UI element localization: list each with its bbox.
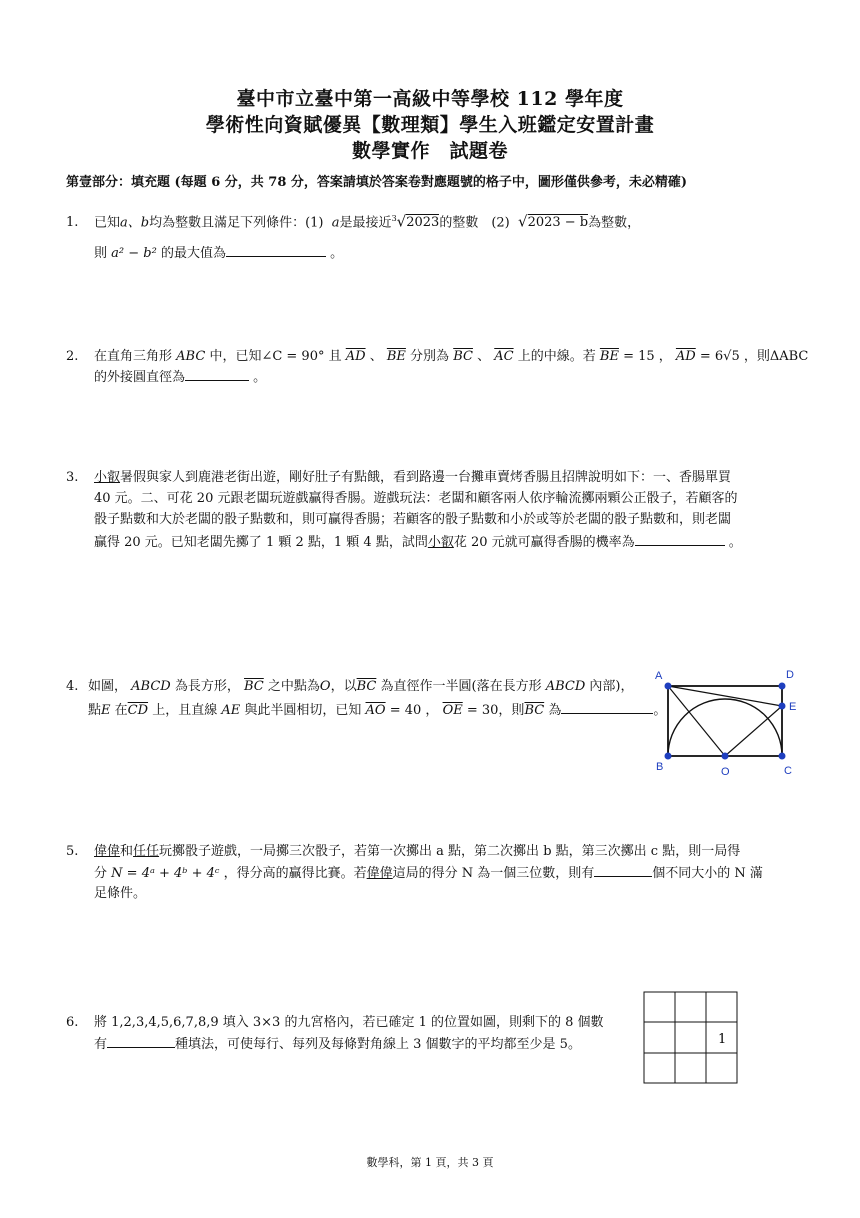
- question-5-line-3: 足條件。: [94, 886, 147, 901]
- line-ae: [668, 686, 782, 706]
- question-4: 4. 如圖， ABCD 為長方形， $\overline{BC}$ 之中點為O，以$\overline{BC}$ 為直徑作一半圓(落在長方形 ABCD 內部)，: [66, 677, 634, 697]
- question-2-line-2: 的外接圓直徑為 。: [94, 367, 266, 388]
- line-oe: [725, 706, 782, 756]
- page-footer: 數學科，第 1 頁，共 3 頁: [366, 1156, 494, 1169]
- title-line-2: 學術性向資賦優異【數理類】學生入班鑑定安置計畫: [205, 114, 655, 136]
- label-o: O: [721, 766, 730, 778]
- question-3-line-4: 贏得 20 元。已知老闆先擲了 1 顆 2 點，1 顆 4 點，試問小叡花 20 元就可贏得香腸的機率為 。: [94, 532, 742, 553]
- point-e: [779, 703, 786, 710]
- question-4-line-2: 點E 在$\overline{CD}$ 上，且直線 AE 與此半圓相切，已知 $\overline{AO} = 40$ ， $\overline{OE} = 30$，則$\overline{BC}$ 為 。: [88, 700, 666, 721]
- point-c: [779, 753, 786, 760]
- question-1-line-2: 則 a² − b² 的最大值為 。: [94, 243, 343, 264]
- title-line-3: 數學實作 試題卷: [351, 140, 508, 162]
- label-a: A: [655, 670, 663, 682]
- answer-blank[interactable]: [185, 367, 249, 381]
- question-6-line-2: 有 種填法，可使每行、每列及每條對角線上 3 個數字的平均都至少是 5。: [94, 1034, 581, 1055]
- question-3: 3. 小叡暑假與家人到鹿港老街出遊，剛好肚子有點餓，看到路邊一台攤車賣烤香腸且招牌說明如下：一、香腸單買: [66, 468, 731, 488]
- answer-blank[interactable]: [107, 1034, 175, 1048]
- answer-blank[interactable]: [226, 243, 326, 257]
- question-number: 1.: [66, 215, 79, 231]
- grid-cell-value: 1: [718, 1032, 727, 1047]
- answer-blank[interactable]: [635, 532, 725, 546]
- point-o: [722, 753, 729, 760]
- square-root-radicand: 2023 − b: [527, 215, 589, 231]
- question-5: 5. 偉偉和任任玩擲骰子遊戲，一局擲三次骰子，若第一次擲出 a 點，第二次擲出 b 點，第三次擲出 c 點，則一局得: [66, 842, 740, 862]
- question-2: 2. 在直角三角形 ABC 中，已知∠C = 90° 且 $\overline{AD}$ 、 $\overline{BE}$ 分別為 $\overline{BC}$ 、 $\overline{AC}$ 上的中線。若 $\overline{BE} = 15$ ， $\overline{AD} = 6√5$ ，則ΔABC: [66, 347, 808, 367]
- point-d: [779, 683, 786, 690]
- answer-blank[interactable]: [594, 863, 652, 877]
- question-6: 6. 將 1,2,3,4,5,6,7,8,9 填入 3×3 的九宮格內，若已確定 1 的位置如圖，則剩下的 8 個數: [66, 1013, 604, 1033]
- question-3-line-3: 骰子點數和大於老闆的骰子點數和，則可贏得香腸；若顧客的骰子點數和小於或等於老闆的骰子點數和，則老闆: [94, 512, 732, 527]
- answer-blank[interactable]: [561, 700, 653, 714]
- question-5-line-2: 分 N = 4ᵃ + 4ᵇ + 4ᶜ ，得分高的贏得比賽。若偉偉這局的得分 N 為一個三位數，則有 個不同大小的 N 滿: [94, 863, 763, 884]
- question-number: 4.: [66, 679, 79, 694]
- point-b: [665, 753, 672, 760]
- label-e: E: [789, 701, 797, 713]
- label-b: B: [656, 761, 664, 773]
- label-d: D: [786, 669, 794, 681]
- question-number: 6.: [66, 1015, 79, 1030]
- cube-root-radicand: 2023: [406, 215, 440, 231]
- label-c: C: [784, 765, 792, 777]
- question-number: 5.: [66, 844, 79, 859]
- section-heading: 第壹部分：填充題 (每題 6 分，共 78 分，答案請填於答案卷對應題號的格子中，圖形僅供參考，未必精確): [66, 175, 688, 190]
- question-number: 3.: [66, 470, 79, 485]
- title-line-1: 臺中市立臺中第一高級中等學校 112 學年度: [236, 88, 624, 110]
- question-number: 2.: [66, 349, 79, 364]
- point-a: [665, 683, 672, 690]
- question-3-line-2: 40 元。二、可花 20 元跟老闆玩遊戲贏得香腸。遊戲玩法：老闆和顧客兩人依序輪流擲兩顆公正骰子，若顧客的: [94, 491, 738, 506]
- magic-grid-figure: [643, 991, 739, 1085]
- line-ao: [668, 686, 725, 756]
- rectangle-semicircle-figure: [648, 664, 806, 780]
- question-1: 1. 已知a、b均為整數且滿足下列條件：(1) a是最接近$^3$√2023的整數 (2) √2023 − b為整數，: [66, 209, 640, 233]
